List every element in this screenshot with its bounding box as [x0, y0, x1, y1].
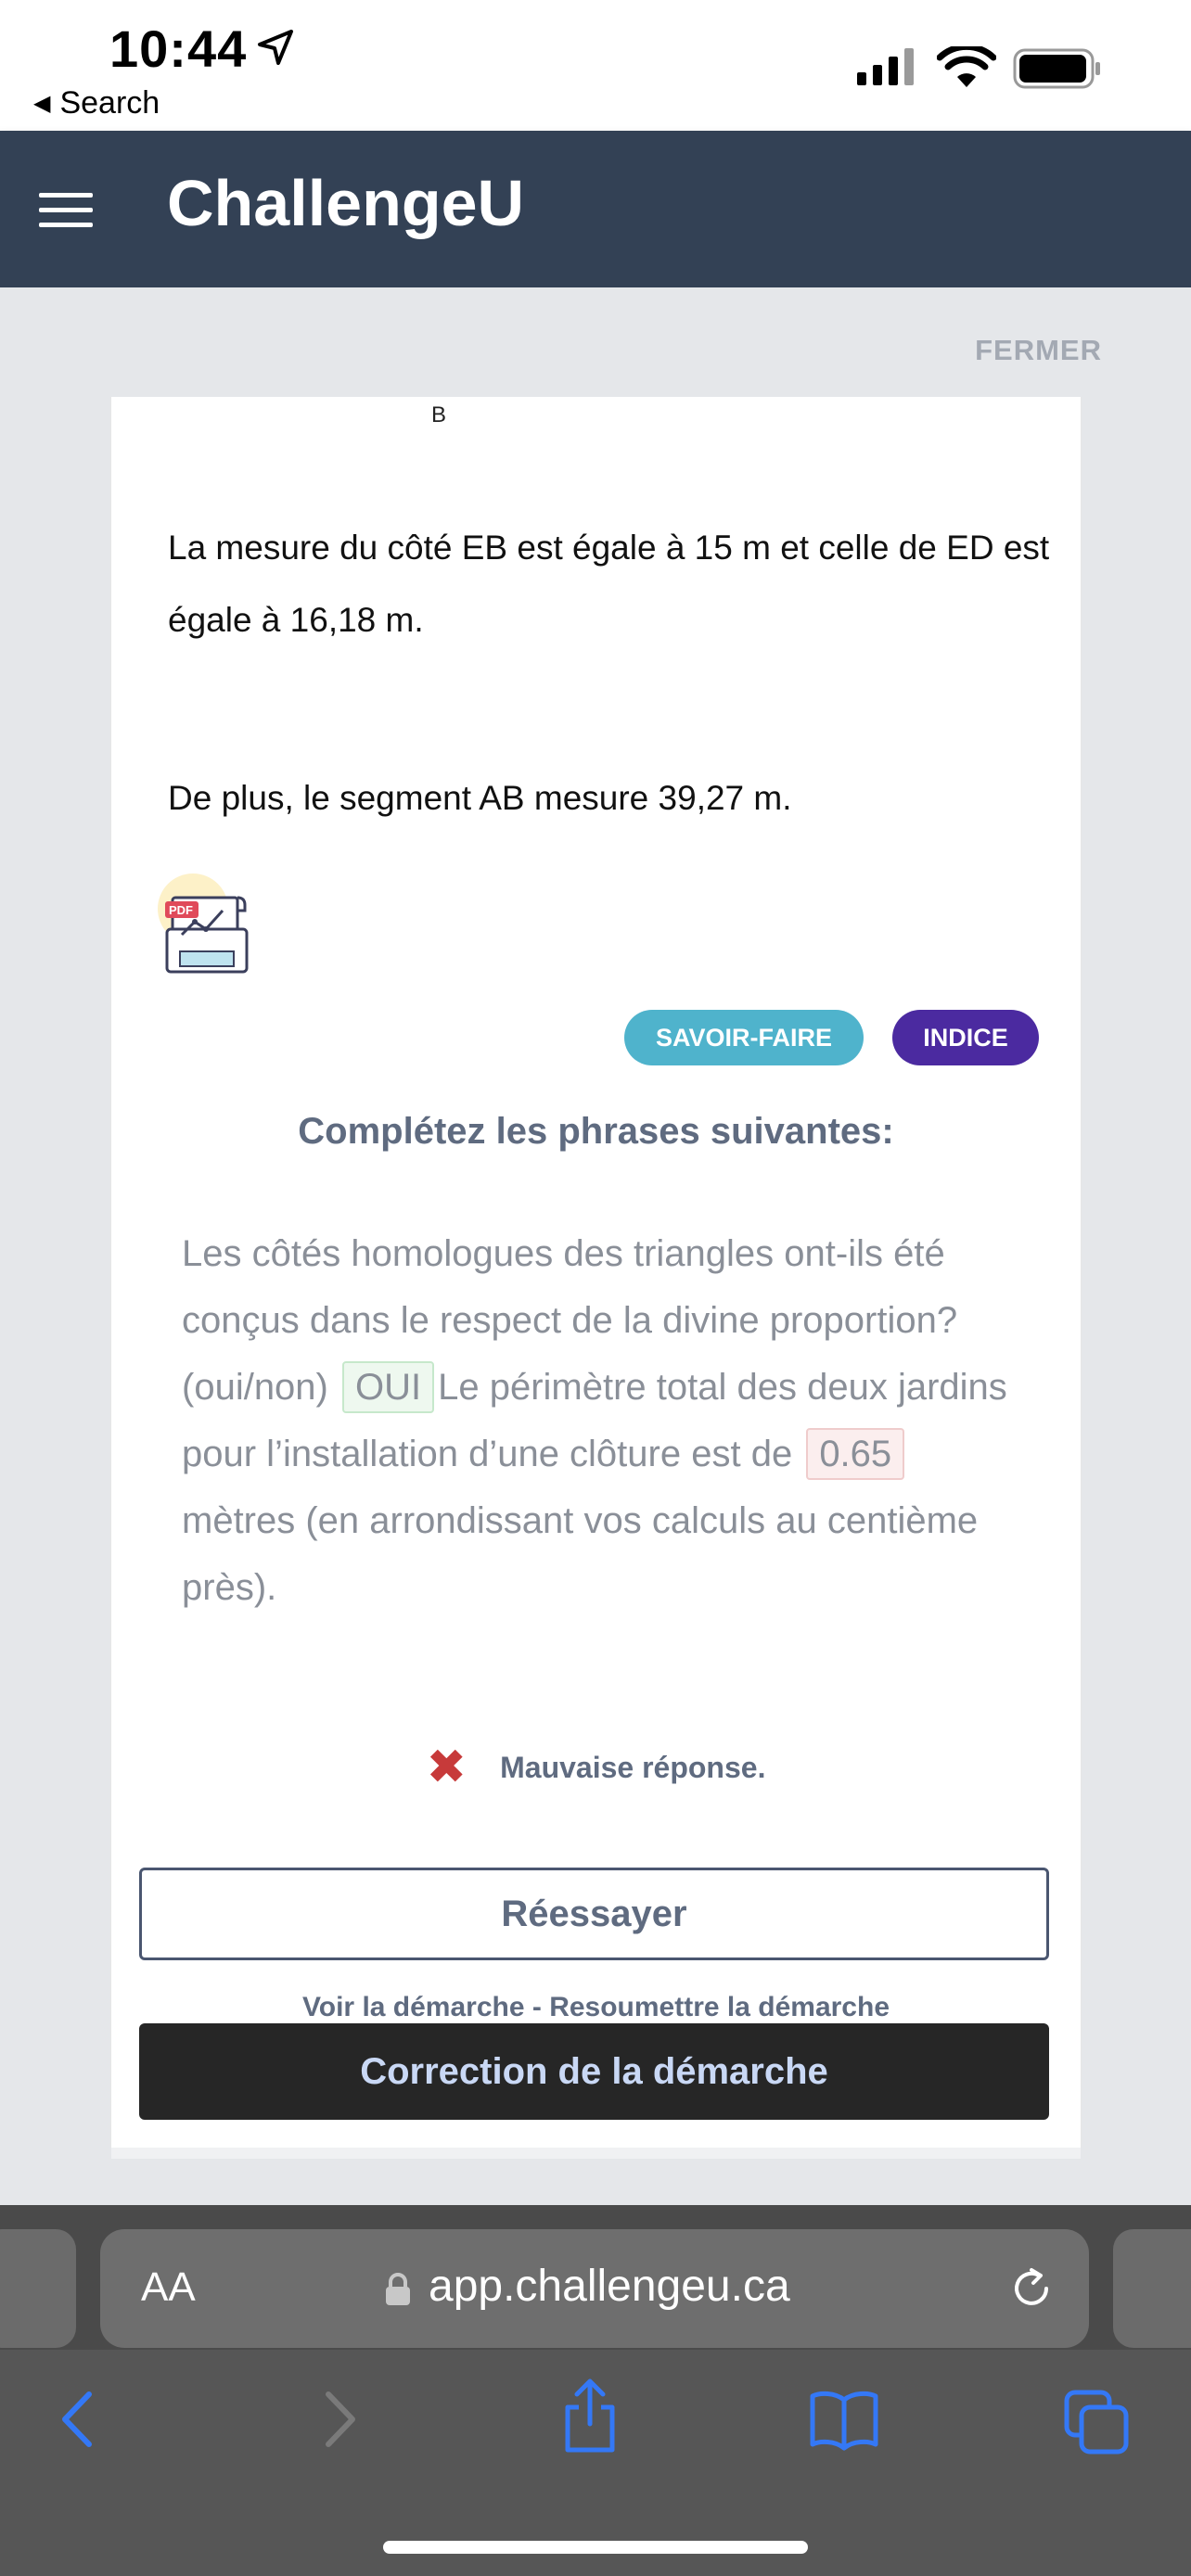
close-bar [0, 287, 1191, 397]
status-time: 10:44 [109, 19, 248, 78]
signal-icon [857, 48, 916, 85]
back-search-label: Search [59, 85, 160, 121]
hamburger-icon[interactable] [39, 193, 93, 226]
forward-arrow-icon[interactable] [315, 2387, 362, 2452]
answer-input-2[interactable]: 0.65 [806, 1428, 904, 1480]
figure-label: B [431, 402, 447, 427]
url-text[interactable]: app.challengeu.ca [429, 2262, 790, 2311]
address-bar[interactable] [100, 2229, 1089, 2348]
question-text-1: Les côtés homologues des triangles ont-ils été conçus dans le respect de la divine proportion? (oui/non) [182, 1233, 958, 1408]
feedback-message: Mauvaise réponse. [500, 1750, 766, 1784]
feedback-row [111, 1743, 1081, 1792]
question-text-3: mètres (en arrondissant vos calculs au centième près). [182, 1500, 979, 1608]
view-steps-link[interactable]: Voir la démarche - Resoumettre la démarche [301, 1992, 890, 2022]
card-divider [111, 2148, 1081, 2159]
reader-options-button[interactable]: AA [141, 2264, 196, 2310]
bookmarks-icon[interactable] [807, 2387, 881, 2452]
question-text-2: Le périmètre total des deux jardins pour l’installation d’une clôture est de [182, 1367, 1007, 1474]
share-icon[interactable] [557, 2376, 623, 2455]
savoir-faire-button[interactable]: SAVOIR-FAIRE [624, 1010, 864, 1065]
next-tab-peek[interactable] [1113, 2229, 1191, 2348]
app-header [0, 131, 1191, 287]
indice-button[interactable]: INDICE [892, 1010, 1039, 1065]
x-mark-icon: ✖ [426, 1741, 467, 1794]
lock-icon [384, 2272, 412, 2307]
safari-address-area [0, 2205, 1191, 2350]
retry-button[interactable]: Réessayer [139, 1868, 1049, 1960]
back-triangle-icon: ◀ [33, 91, 51, 116]
back-to-search-link[interactable] [33, 85, 160, 121]
fill-in-question [182, 1220, 1017, 1621]
answer-input-1[interactable]: OUI [342, 1361, 434, 1413]
problem-paragraph-1: La mesure du côté EB est égale à 15 m et celle de ED est égale à 16,18 m. [168, 529, 1050, 639]
previous-tab-peek[interactable] [0, 2229, 76, 2348]
problem-paragraph-2: De plus, le segment AB mesure 39,27 m. [168, 779, 792, 817]
instruction-heading: Complétez les phrases suivantes: [298, 1111, 894, 1152]
pdf-chart-icon[interactable] [148, 870, 267, 981]
location-arrow-icon [256, 28, 295, 67]
wifi-icon [937, 46, 996, 89]
home-indicator[interactable] [383, 2541, 808, 2554]
app-title: ChallengeU [167, 167, 525, 239]
close-button[interactable]: FERMER [975, 334, 1102, 366]
pdf-label: PDF [169, 903, 193, 917]
tabs-icon[interactable] [1061, 2387, 1132, 2457]
battery-icon [1013, 48, 1102, 89]
back-arrow-icon[interactable] [56, 2387, 102, 2452]
correction-button[interactable]: Correction de la démarche [139, 2023, 1049, 2120]
reload-icon[interactable] [1004, 2261, 1059, 2316]
status-bar [0, 0, 1191, 131]
exercise-card [110, 397, 1082, 2148]
